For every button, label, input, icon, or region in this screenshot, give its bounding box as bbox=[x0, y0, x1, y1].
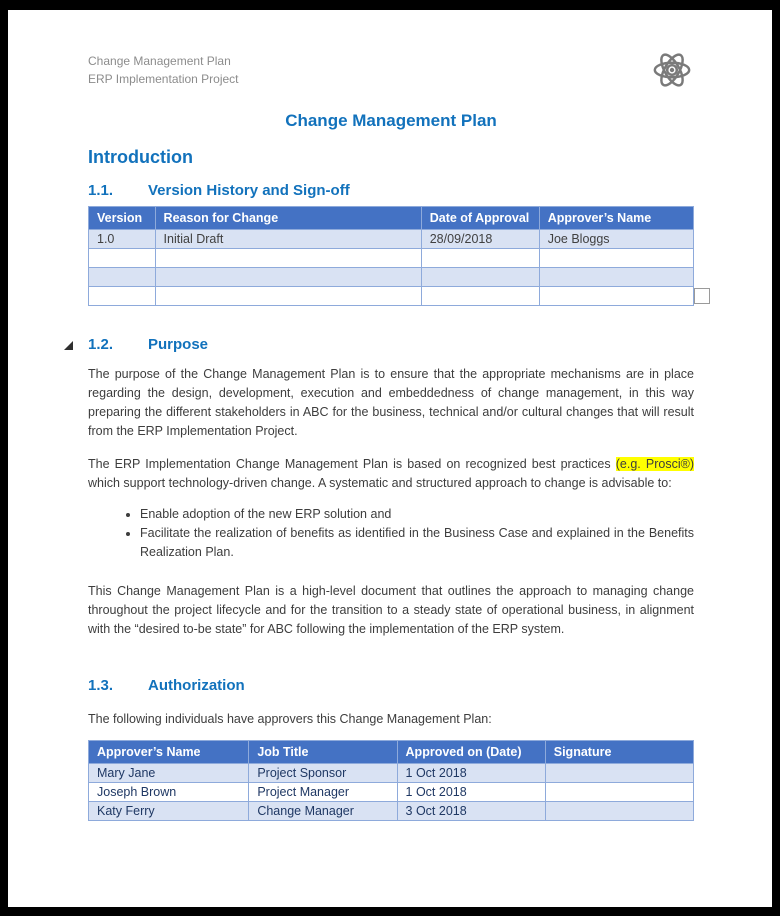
table-cell bbox=[421, 268, 539, 287]
column-header: Version bbox=[89, 207, 156, 230]
column-header: Job Title bbox=[249, 741, 397, 764]
heading-1-2 bbox=[88, 336, 694, 353]
table-header-row bbox=[89, 741, 694, 764]
column-header: Approver’s Name bbox=[89, 741, 249, 764]
table-cell: 1 Oct 2018 bbox=[397, 764, 545, 783]
table-cell: Joe Bloggs bbox=[539, 230, 693, 249]
running-header-text bbox=[88, 52, 239, 88]
heading-1-1-label: Version History and Sign-off bbox=[148, 182, 350, 199]
purpose-bullet-list bbox=[88, 505, 694, 562]
table-row bbox=[89, 764, 694, 783]
table-cell bbox=[89, 249, 156, 268]
purpose-paragraph-1: The purpose of the Change Management Plan is to ensure that the appropriate mechanisms are in place regarding the design, development, execution and embeddedness of change management, in this way preparing the different stakeholders in ABC for the business, technical and/or cultural changes that will result from the ERP Implementation Project. bbox=[88, 367, 694, 438]
table-cell: Mary Jane bbox=[89, 764, 249, 783]
purpose-paragraph-2-end: which support technology-driven change. A systematic and structured approach to change is advisable to: bbox=[88, 476, 672, 490]
table-cell bbox=[89, 287, 156, 306]
table-row bbox=[89, 249, 694, 268]
table-cell bbox=[539, 249, 693, 268]
table-cell: Change Manager bbox=[249, 802, 397, 821]
version-history-table bbox=[88, 206, 694, 306]
page-title: Change Management Plan bbox=[285, 111, 497, 130]
heading-1-1 bbox=[88, 182, 694, 199]
table-cell: Katy Ferry bbox=[89, 802, 249, 821]
table-row bbox=[89, 230, 694, 249]
running-header-title: Change Management Plan bbox=[88, 54, 231, 68]
table-cell bbox=[421, 287, 539, 306]
table-cell bbox=[545, 802, 693, 821]
table-cell bbox=[539, 287, 693, 306]
highlighted-text: (e.g. Prosci®) bbox=[615, 457, 695, 471]
table-cell bbox=[545, 764, 693, 783]
heading-1-2-label: Purpose bbox=[148, 336, 209, 353]
bullet-item: • Facilitate the realization of benefits as identified in the Business Case and explained in the Benefits Realization Plan. bbox=[140, 524, 694, 562]
heading-1-3 bbox=[88, 677, 694, 694]
column-header: Signature bbox=[545, 741, 693, 764]
table-cell: 1.0 bbox=[89, 230, 156, 249]
table-cell: Joseph Brown bbox=[89, 783, 249, 802]
table-row bbox=[89, 802, 694, 821]
table-cell: Initial Draft bbox=[155, 230, 421, 249]
table-cell bbox=[421, 249, 539, 268]
table-cell: Project Manager bbox=[249, 783, 397, 802]
column-header: Reason for Change bbox=[155, 207, 421, 230]
purpose-paragraph-2-start: The ERP Implementation Change Management Plan is based on recognized best practices bbox=[88, 457, 616, 471]
table-cell: 3 Oct 2018 bbox=[397, 802, 545, 821]
table-row bbox=[89, 268, 694, 287]
table-cell bbox=[89, 268, 156, 287]
table-header-row bbox=[89, 207, 694, 230]
table-row bbox=[89, 287, 694, 306]
purpose-paragraph-2 bbox=[88, 455, 694, 493]
bullet-item: • Enable adoption of the new ERP solution and bbox=[140, 505, 694, 524]
authorization-intro-text: The following individuals have approvers this Change Management Plan: bbox=[88, 712, 492, 726]
column-header: Date of Approval bbox=[421, 207, 539, 230]
empty-checkbox[interactable] bbox=[694, 288, 710, 304]
table-cell: 28/09/2018 bbox=[421, 230, 539, 249]
purpose-paragraph-3: This Change Management Plan is a high-level document that outlines the approach to managing change throughout the project lifecycle and for the transition to a steady state of operational business, in alignment with the “desired to-be state” for ABC following the implementation of the ERP system. bbox=[88, 584, 694, 636]
table-cell bbox=[155, 249, 421, 268]
authorization-table bbox=[88, 740, 694, 821]
table-cell bbox=[155, 287, 421, 306]
table-cell bbox=[545, 783, 693, 802]
heading-1-1-number: 1.1. bbox=[88, 182, 114, 199]
atom-logo-icon bbox=[650, 48, 694, 97]
heading-1-3-number: 1.3. bbox=[88, 677, 114, 694]
table-cell: 1 Oct 2018 bbox=[397, 783, 545, 802]
table-cell bbox=[155, 268, 421, 287]
table-row bbox=[89, 783, 694, 802]
collapse-triangle-icon[interactable] bbox=[64, 341, 73, 350]
running-header bbox=[88, 52, 694, 97]
column-header: Approver’s Name bbox=[539, 207, 693, 230]
column-header: Approved on (Date) bbox=[397, 741, 545, 764]
heading-1-3-label: Authorization bbox=[148, 677, 245, 694]
table-cell bbox=[539, 268, 693, 287]
running-header-subtitle: ERP Implementation Project bbox=[88, 72, 239, 86]
heading-introduction: Introduction bbox=[88, 147, 193, 167]
document-page bbox=[8, 10, 772, 907]
table-cell: Project Sponsor bbox=[249, 764, 397, 783]
heading-1-2-number: 1.2. bbox=[88, 336, 114, 353]
